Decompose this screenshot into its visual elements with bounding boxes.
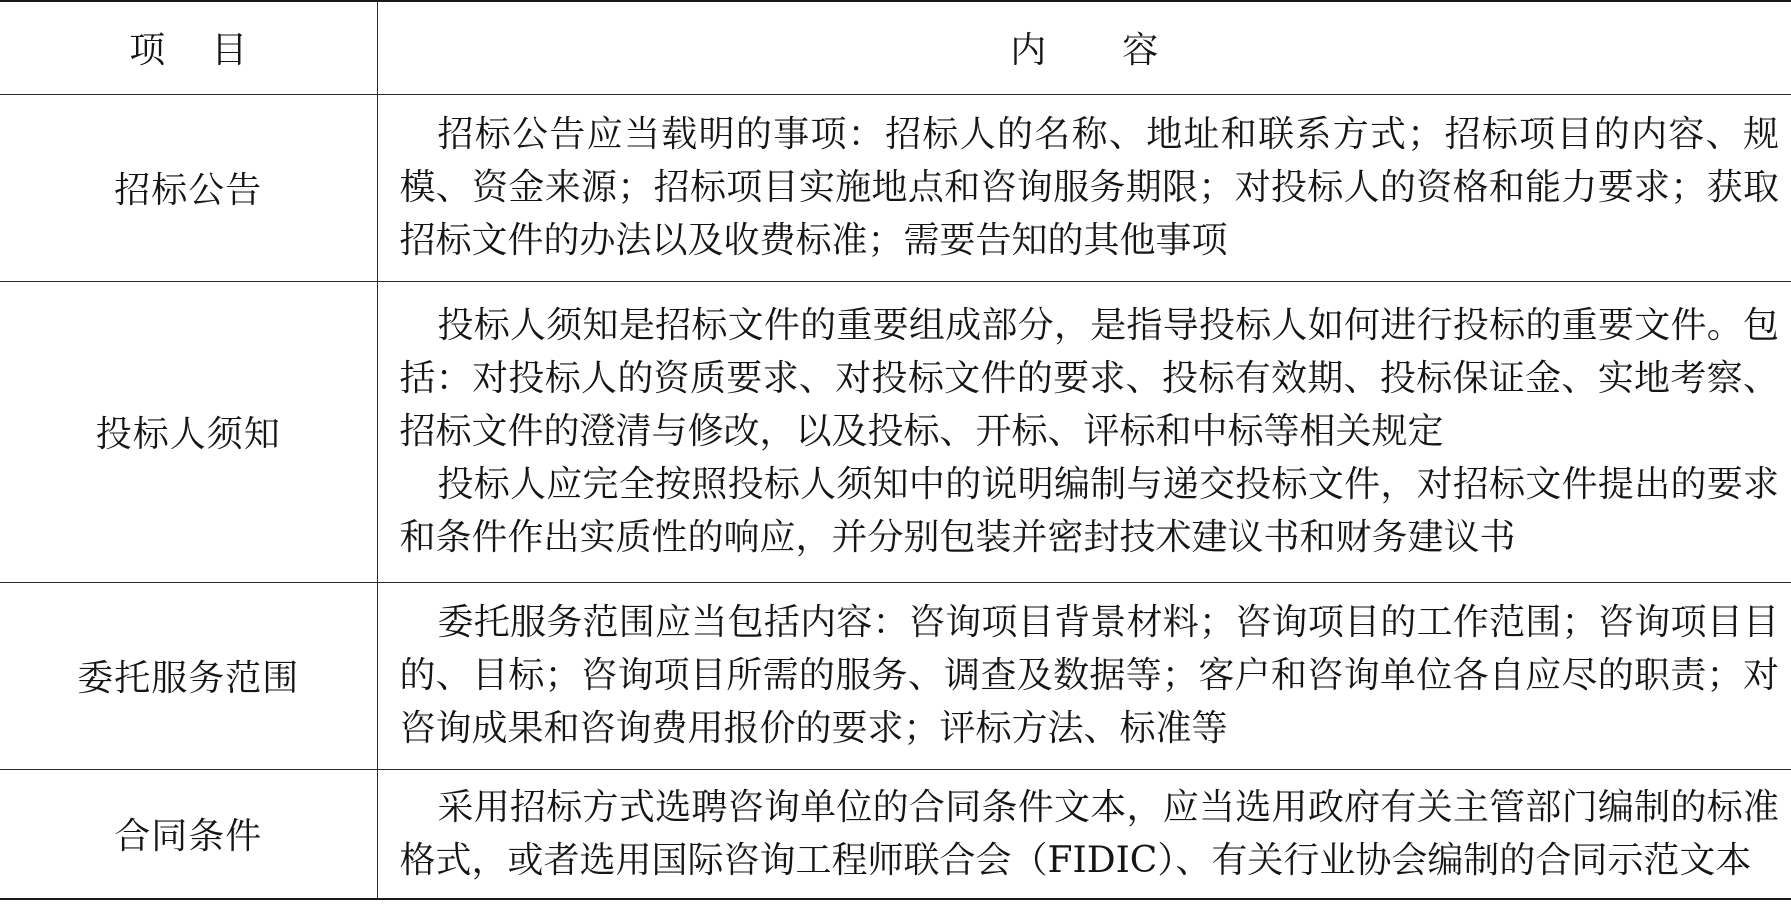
table-row (0, 582, 1791, 769)
content-paragraph: 采用招标方式选聘咨询单位的合同条件文本，应当选用政府有关主管部门编制的标准格式，或者选用国际咨询工程师联合会（FIDIC）、有关行业协会编制的合同示范文本 (399, 786, 1779, 881)
content-paragraph: 招标公告应当载明的事项：招标人的名称、地址和联系方式；招标项目的内容、规模、资金来源；招标项目实施地点和咨询服务期限；对投标人的资格和能力要求；获取招标文件的办法以及收费标准；需要告知的其他事项 (399, 114, 1779, 261)
row-content (377, 769, 1791, 899)
row-item-label: 招标公告 (0, 94, 377, 281)
row-item-label: 投标人须知 (0, 281, 377, 582)
header-item (0, 1, 377, 94)
row-item-label: 委托服务范围 (0, 582, 377, 769)
row-content (377, 582, 1791, 769)
table-row (0, 94, 1791, 281)
header-content-label: 内容 (1010, 30, 1235, 72)
row-content (377, 281, 1791, 582)
content-paragraph: 委托服务范围应当包括内容：咨询项目背景材料；咨询项目的工作范围；咨询项目目的、目标；咨询项目所需的服务、调查及数据等；客户和咨询单位各自应尽的职责；对咨询成果和咨询费用报价的要求；评标方法、标准等 (399, 602, 1779, 749)
row-content (377, 94, 1791, 281)
header-item-label: 项目 (129, 30, 294, 72)
table-header-row (0, 1, 1791, 94)
table-row (0, 769, 1791, 899)
content-paragraph: 投标人须知是招标文件的重要组成部分，是指导投标人如何进行投标的重要文件。包括：对投标人的资质要求、对投标文件的要求、投标有效期、投标保证金、实地考察、招标文件的澄清与修改，以及投标、开标、评标和中标等相关规定 (399, 305, 1779, 452)
content-paragraph: 投标人应完全按照投标人须知中的说明编制与递交投标文件，对招标文件提出的要求和条件作出实质性的响应，并分别包装并密封技术建议书和财务建议书 (399, 464, 1779, 558)
header-content (377, 1, 1791, 94)
row-item-label: 合同条件 (0, 769, 377, 899)
table-row (0, 281, 1791, 582)
